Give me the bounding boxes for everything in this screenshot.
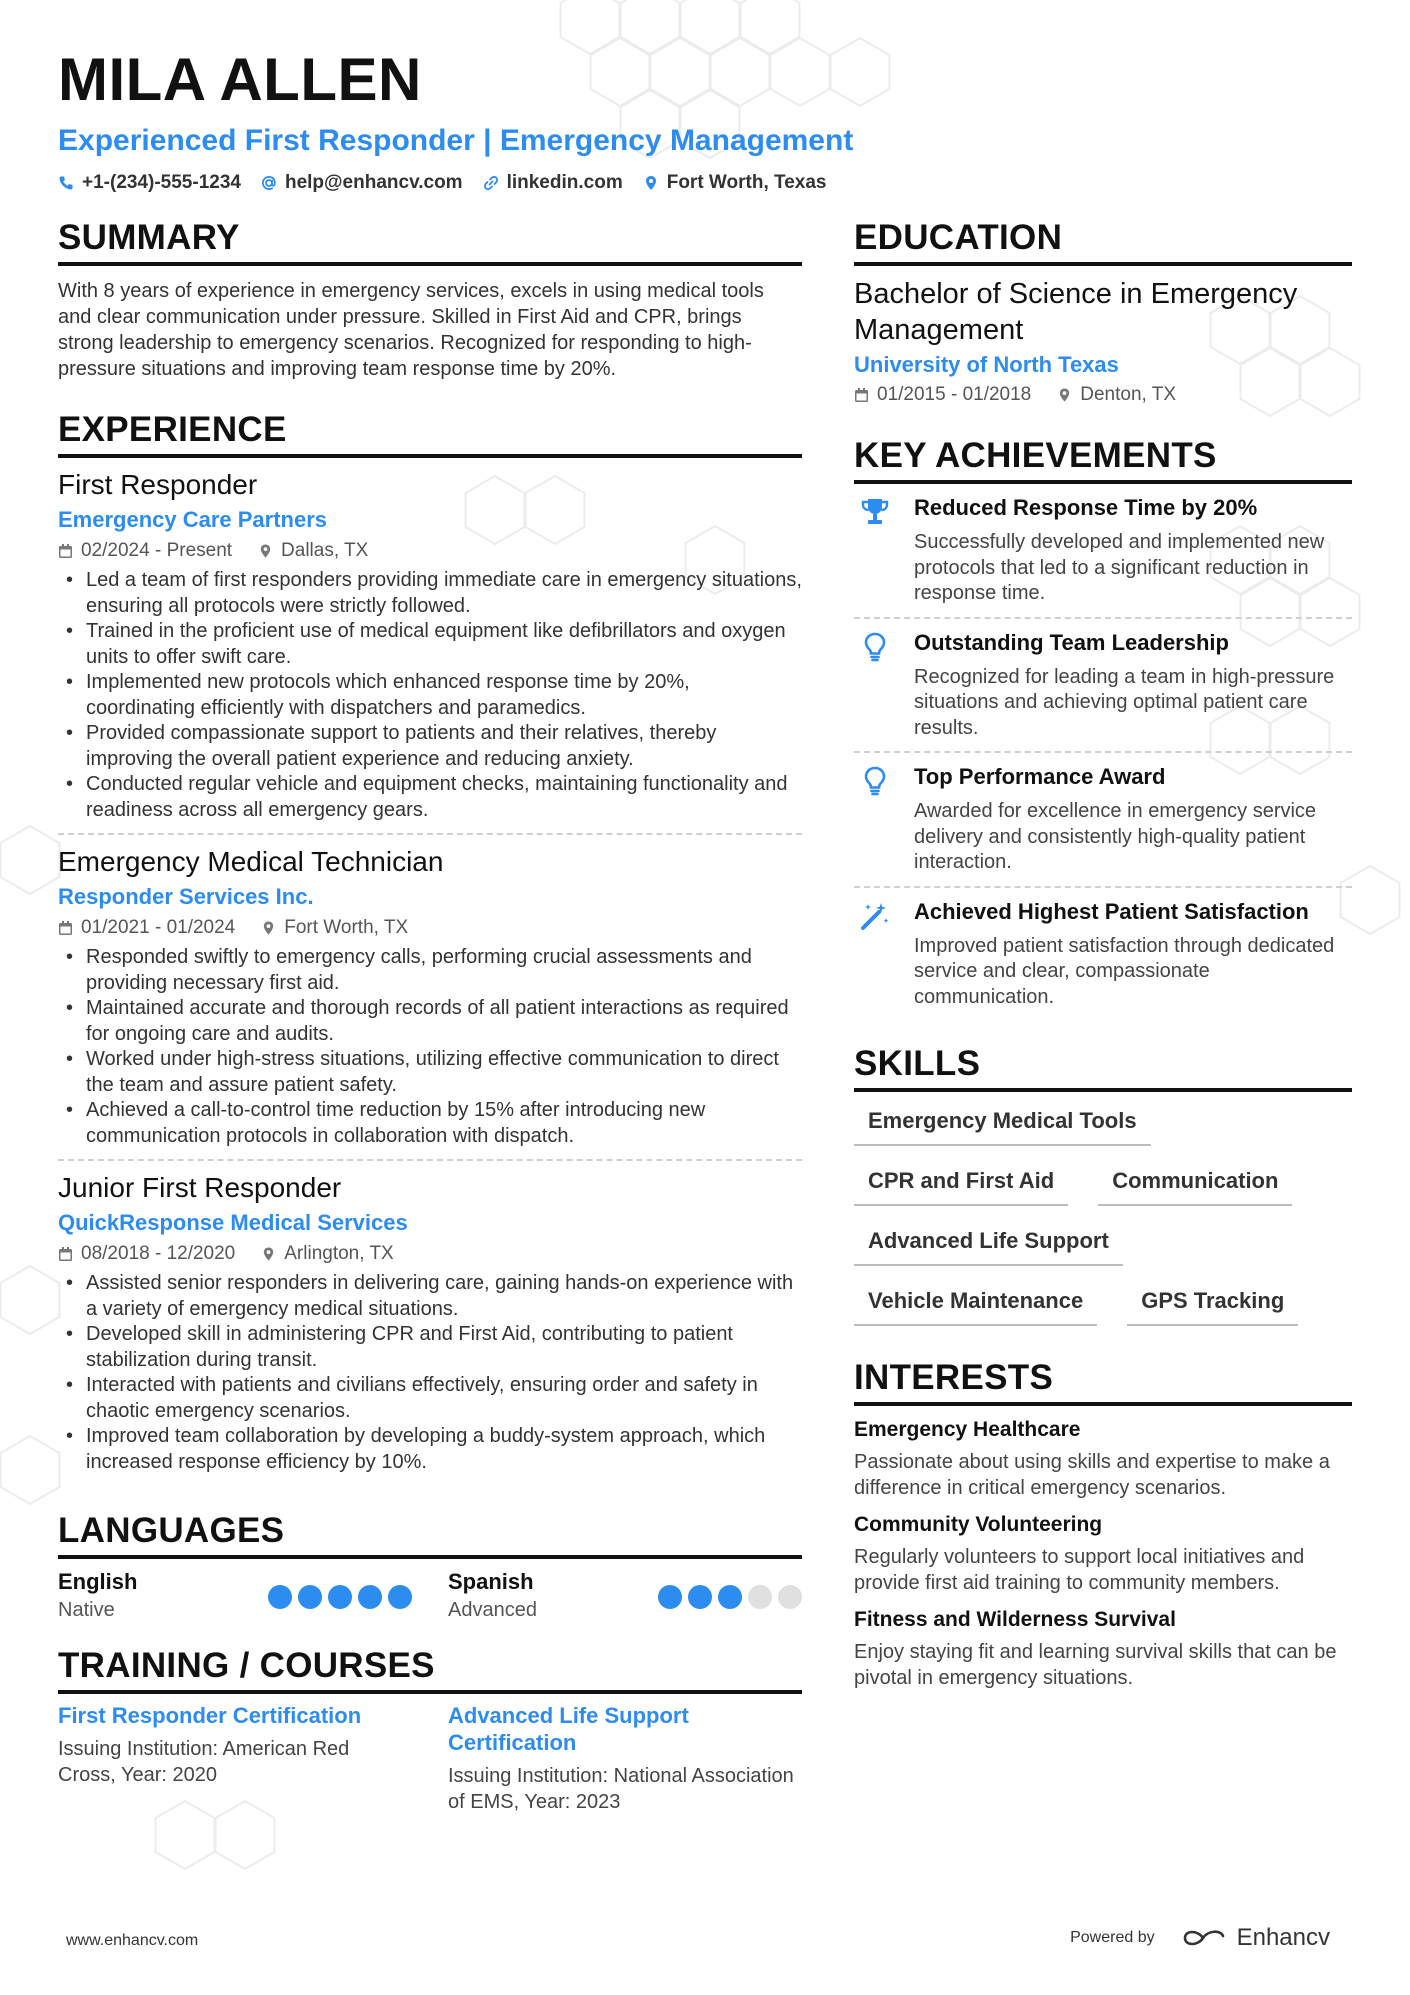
job-bullet: • Improved team collaboration by developing a buddy-system approach, which increased response efficiency by 10%. (58, 1424, 802, 1475)
job-bullet: • Implemented new protocols which enhanced response time by 20%, coordinating efficiently with dispatchers and paramedics. (58, 670, 802, 721)
job-entry (58, 458, 802, 835)
achievement-list (854, 484, 1352, 1020)
skill-tag: Advanced Life Support (854, 1224, 1123, 1266)
achievement-item (854, 619, 1352, 754)
enhancv-logo-icon (1181, 1926, 1227, 1950)
education-location (1057, 384, 1176, 406)
job-bullet: • Interacted with patients and civilians effectively, ensuring order and safety in chaotic emergency scenarios. (58, 1373, 802, 1424)
language-info (58, 1569, 137, 1622)
achievement-item (854, 753, 1352, 888)
job-dates-text: 08/2018 - 12/2020 (81, 1243, 236, 1264)
language-info (448, 1569, 537, 1622)
rating-dot (268, 1585, 292, 1609)
course-item (58, 1702, 412, 1815)
skills-title: SKILLS (854, 1042, 1352, 1092)
experience-title: EXPERIENCE (58, 408, 802, 458)
job-bullet: • Assisted senior responders in delivering care, gaining hands-on experience with a variety of emergency medical situations. (58, 1271, 802, 1322)
job-bullets (58, 1271, 802, 1475)
interest-item (854, 1606, 1352, 1691)
interest-title: Fitness and Wilderness Survival (854, 1608, 1176, 1631)
job-location (261, 1243, 393, 1265)
skill-tag: GPS Tracking (1127, 1284, 1298, 1326)
education-dates (854, 384, 1031, 406)
rating-dot (658, 1585, 682, 1609)
powered-by-text: Powered by (1070, 1929, 1155, 1946)
education-location-text: Denton, TX (1080, 384, 1177, 405)
job-company: QuickResponse Medical Services (58, 1210, 408, 1235)
magic-wand-icon (859, 900, 891, 932)
achievement-body (914, 898, 1352, 1011)
languages-title: LANGUAGES (58, 1509, 802, 1559)
rating-dot (388, 1585, 412, 1609)
calendar-icon (58, 543, 73, 559)
calendar-icon (58, 1246, 73, 1262)
achievement-icon (854, 763, 896, 876)
job-location-text: Fort Worth, TX (284, 917, 409, 938)
achievements-title: KEY ACHIEVEMENTS (854, 434, 1352, 484)
skill-tag: Communication (1098, 1164, 1292, 1206)
job-meta (58, 917, 802, 939)
location-pin-icon (261, 920, 276, 936)
contact-email[interactable] (261, 172, 463, 194)
location-text: Fort Worth, Texas (666, 172, 827, 193)
contact-bar (58, 172, 1348, 194)
rating-dot (358, 1585, 382, 1609)
rating-dot (688, 1585, 712, 1609)
skill-list (854, 1104, 1352, 1326)
achievement-body (914, 629, 1352, 742)
calendar-icon (58, 920, 73, 936)
footer-branding (1070, 1924, 1330, 1952)
resume-header (58, 44, 1348, 194)
job-location (261, 917, 408, 939)
job-title: Emergency Medical Technician (58, 846, 444, 877)
achievement-desc: Successfully developed and implemented new protocols that led to a significant reduction in response time. (914, 531, 1325, 604)
achievement-body (914, 494, 1352, 607)
language-level: Native (58, 1599, 115, 1621)
achievement-desc: Recognized for leading a team in high-pressure situations and achieving optimal patient care results. (914, 665, 1335, 739)
rating-dot (328, 1585, 352, 1609)
achievement-title: Achieved Highest Patient Satisfaction (914, 898, 1309, 924)
education-section (854, 216, 1352, 406)
job-bullet: • Provided compassionate support to patients and their relatives, thereby improving the overall patient experience and reducing anxiety. (58, 721, 802, 772)
job-location-text: Arlington, TX (284, 1243, 394, 1264)
education-dates-text: 01/2015 - 01/2018 (877, 384, 1032, 405)
job-meta (58, 540, 802, 562)
job-bullets (58, 568, 802, 823)
job-entry (58, 835, 802, 1161)
job-meta (58, 1243, 802, 1265)
interest-desc: Passionate about using skills and expertise to make a difference in critical emergency scenarios. (854, 1451, 1330, 1499)
education-title: EDUCATION (854, 216, 1352, 266)
achievement-desc: Awarded for excellence in emergency service delivery and consistently high-quality patient interaction. (914, 800, 1317, 873)
brand-name: Enhancv (1236, 1924, 1330, 1951)
course-desc: Issuing Institution: National Association of EMS, Year: 2023 (448, 1765, 794, 1813)
location-pin-icon (258, 543, 273, 559)
location-pin-icon (261, 1246, 276, 1262)
job-title: Junior First Responder (58, 1172, 342, 1203)
job-location (258, 540, 368, 562)
phone-text: +1-(234)-555-1234 (82, 172, 241, 193)
job-bullet: • Conducted regular vehicle and equipment checks, maintaining functionality and readiness across all emergency gears. (58, 772, 802, 823)
job-bullet: • Worked under high-stress situations, utilizing effective communication to direct the team and assure patient safety. (58, 1047, 802, 1098)
training-section (58, 1644, 802, 1815)
phone-icon (58, 175, 74, 191)
summary-text: With 8 years of experience in emergency services, excels in using medical tools and clear communication under pressure. Skilled in First Aid and CPR, brings strong leadership to emergency scenarios. Recognized for responding to high-pressure situations and improving team response time by 20%. (58, 280, 764, 380)
interest-desc: Regularly volunteers to support local initiatives and provide first aid training to community members. (854, 1546, 1305, 1594)
achievement-icon (854, 898, 896, 1011)
enhancv-logo[interactable] (1181, 1924, 1330, 1952)
job-bullet: • Developed skill in administering CPR and First Aid, contributing to patient stabilization during transit. (58, 1322, 802, 1373)
trophy-icon (859, 496, 891, 528)
interests-title: INTERESTS (854, 1356, 1352, 1406)
education-school: University of North Texas (854, 352, 1119, 377)
job-company: Emergency Care Partners (58, 507, 328, 532)
right-column (854, 216, 1352, 1721)
achievement-body (914, 763, 1352, 876)
left-column (58, 216, 802, 1845)
course-desc: Issuing Institution: American Red Cross, Year: 2020 (58, 1738, 350, 1786)
job-dates (58, 1243, 235, 1265)
language-name: English (58, 1569, 138, 1594)
contact-phone[interactable] (58, 172, 241, 194)
job-dates-text: 01/2021 - 01/2024 (81, 917, 236, 938)
lightbulb-icon (859, 631, 891, 663)
job-bullet: • Achieved a call-to-control time reduction by 15% after introducing new communication protocols in collaboration with dispatch. (58, 1098, 802, 1149)
rating-dot (298, 1585, 322, 1609)
education-degree: Bachelor of Science in Emergency Management (854, 278, 1298, 346)
candidate-name: MILA ALLEN (58, 46, 422, 113)
contact-linkedin[interactable] (483, 172, 623, 194)
course-title: Advanced Life Support Certification (448, 1703, 689, 1755)
interest-list (854, 1416, 1352, 1691)
summary-title: SUMMARY (58, 216, 802, 266)
skills-section (854, 1042, 1352, 1326)
interest-title: Emergency Healthcare (854, 1418, 1081, 1441)
achievement-title: Reduced Response Time by 20% (914, 495, 1258, 520)
rating-dot (718, 1585, 742, 1609)
interest-desc: Enjoy staying fit and learning survival skills that can be pivotal in emergency situations. (854, 1641, 1337, 1689)
language-rating (658, 1569, 802, 1622)
job-list (58, 458, 802, 1485)
job-bullets (58, 945, 802, 1149)
interest-item (854, 1416, 1352, 1501)
interests-section (854, 1356, 1352, 1691)
language-rating (268, 1569, 412, 1622)
achievement-desc: Improved patient satisfaction through dedicated service and clear, compassionate communication. (914, 934, 1335, 1008)
rating-dot (778, 1585, 802, 1609)
achievement-title: Outstanding Team Leadership (914, 629, 1229, 655)
interest-title: Community Volunteering (854, 1513, 1103, 1536)
link-icon (483, 175, 499, 191)
job-location-text: Dallas, TX (281, 540, 369, 561)
calendar-icon (854, 387, 869, 403)
rating-dot (748, 1585, 772, 1609)
languages-section (58, 1509, 802, 1622)
job-company: Responder Services Inc. (58, 884, 314, 909)
job-bullet: • Responded swiftly to emergency calls, performing crucial assessments and providing necessary first aid. (58, 945, 802, 996)
course-title: First Responder Certification (58, 1703, 362, 1728)
achievement-icon (854, 494, 896, 607)
summary-section (58, 216, 802, 382)
job-title: First Responder (58, 469, 258, 500)
achievement-icon (854, 629, 896, 742)
achievement-item (854, 484, 1352, 619)
education-meta (854, 384, 1352, 406)
job-bullet: • Trained in the proficient use of medical equipment like defibrillators and oxygen units to offer swift care. (58, 619, 802, 670)
lightbulb-icon (859, 765, 891, 797)
language-list (58, 1569, 802, 1622)
job-bullet: • Led a team of first responders providing immediate care in emergency situations, ensuring all protocols were strictly followed. (58, 568, 802, 619)
interest-item (854, 1511, 1352, 1596)
skill-tag: Vehicle Maintenance (854, 1284, 1097, 1326)
achievement-title: Top Performance Award (914, 764, 1166, 789)
language-name: Spanish (448, 1569, 534, 1594)
experience-section (58, 408, 802, 1485)
job-dates-text: 02/2024 - Present (81, 540, 233, 561)
language-item (448, 1569, 802, 1622)
job-entry (58, 1161, 802, 1485)
achievements-section (854, 434, 1352, 1020)
at-icon (261, 175, 277, 191)
course-item (448, 1702, 802, 1815)
email-text: help@enhancv.com (284, 172, 463, 193)
skill-tag: CPR and First Aid (854, 1164, 1068, 1206)
language-level: Advanced (448, 1599, 537, 1621)
footer-website[interactable]: www.enhancv.com (66, 1932, 199, 1949)
course-list (58, 1702, 802, 1815)
location-pin-icon (1057, 387, 1072, 403)
location-pin-icon (643, 175, 659, 191)
achievement-item (854, 888, 1352, 1021)
job-dates (58, 540, 232, 562)
contact-location (643, 172, 827, 194)
linkedin-text: linkedin.com (506, 172, 623, 193)
job-dates (58, 917, 235, 939)
job-bullet: • Maintained accurate and thorough records of all patient interactions as required for ongoing care and audits. (58, 996, 802, 1047)
training-title: TRAINING / COURSES (58, 1644, 802, 1694)
language-item (58, 1569, 412, 1622)
candidate-headline: Experienced First Responder | Emergency Management (58, 124, 854, 157)
skill-tag: Emergency Medical Tools (854, 1104, 1151, 1146)
